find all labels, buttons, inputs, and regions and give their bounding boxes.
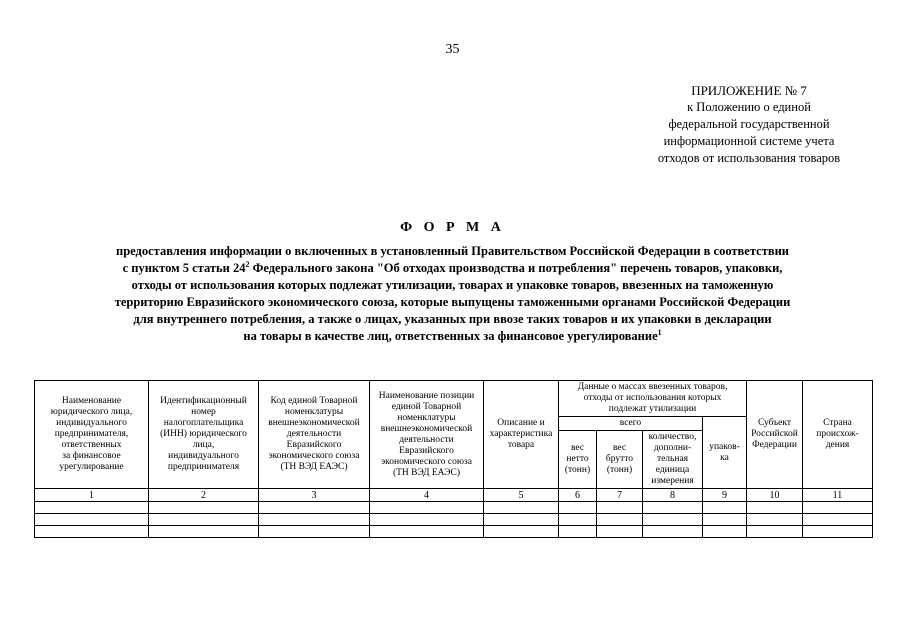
empty-cell[interactable] — [484, 502, 559, 514]
empty-cell[interactable] — [149, 514, 259, 526]
empty-cell[interactable] — [703, 502, 747, 514]
appendix-line: к Положению о единой — [687, 100, 811, 114]
empty-cell[interactable] — [149, 502, 259, 514]
empty-cell[interactable] — [484, 526, 559, 538]
column-number: 9 — [703, 489, 747, 502]
header-c1: Наименование юридического лица, индивидуального предпринимателя, ответственных за финансовое урегулирование — [35, 381, 149, 489]
empty-cell[interactable] — [259, 526, 370, 538]
header-c10: Субъект Российской Федерации — [747, 381, 803, 489]
column-number: 6 — [559, 489, 597, 502]
footnote-mark: 1 — [657, 327, 662, 337]
column-number: 10 — [747, 489, 803, 502]
column-number-row — [35, 489, 873, 502]
header-c7: вес брутто (тонн) — [597, 431, 643, 489]
subtitle-text: на товары в качестве лиц, ответственных за финансовое урегулирование — [243, 329, 658, 343]
empty-cell[interactable] — [559, 514, 597, 526]
empty-cell[interactable] — [643, 526, 703, 538]
empty-cell[interactable] — [35, 514, 149, 526]
empty-cell[interactable] — [803, 514, 873, 526]
column-number: 3 — [259, 489, 370, 502]
subtitle-line — [20, 328, 885, 345]
header-c9: упаков- ка — [703, 417, 747, 489]
form-title: Ф О Р М А — [400, 220, 505, 235]
column-number: 4 — [370, 489, 484, 502]
subtitle-line: предоставления информации о включенных в установленный Правительством Российской Федерации в соответствии — [116, 244, 789, 258]
empty-cell[interactable] — [747, 514, 803, 526]
form-table — [34, 380, 873, 538]
header-c8: количество, дополни- тельная единица измерения — [643, 431, 703, 489]
subtitle-line: для внутреннего потребления, а также о лицах, указанных при ввозе таких товаров и их упаковки в декларации — [133, 312, 772, 326]
subtitle-line: территорию Евразийского экономического союза, которые выпущены таможенными органами Российской Федерации — [114, 295, 791, 309]
appendix-line: информационной системе учета — [663, 134, 835, 148]
subtitle-text: с пунктом 5 статьи 24 — [122, 261, 246, 275]
empty-cell[interactable] — [597, 514, 643, 526]
empty-cell[interactable] — [259, 514, 370, 526]
table-row — [35, 502, 873, 514]
header-total: всего — [559, 417, 703, 431]
appendix-line: отходов от использования товаров — [657, 151, 841, 165]
empty-cell[interactable] — [559, 502, 597, 514]
header-c5: Описание и характеристика товара — [484, 381, 559, 489]
empty-cell[interactable] — [703, 514, 747, 526]
subtitle-text: Федерального закона "Об отходах производства и потребления" перечень товаров, упаковки, — [249, 261, 783, 275]
empty-cell[interactable] — [643, 502, 703, 514]
empty-cell[interactable] — [803, 526, 873, 538]
empty-cell[interactable] — [747, 526, 803, 538]
empty-cell[interactable] — [370, 526, 484, 538]
header-c3: Код единой Товарной номенклатуры внешнеэкономической деятельности Евразийского экономического союза (ТН ВЭД ЕАЭС) — [259, 381, 370, 489]
header-row — [35, 381, 873, 417]
form-subtitle — [20, 243, 885, 345]
appendix-heading: ПРИЛОЖЕНИЕ № 7 — [691, 83, 807, 98]
empty-cell[interactable] — [35, 502, 149, 514]
subtitle-line: отходы от использования которых подлежат утилизации, товарах и упаковке товаров, ввезенных на таможенную — [131, 278, 774, 292]
header-c11: Страна происхож- дения — [803, 381, 873, 489]
empty-cell[interactable] — [484, 514, 559, 526]
column-number: 8 — [643, 489, 703, 502]
header-c2: Идентификационный номер налогоплательщика (ИНН) юридического лица, индивидуального предпринимателя — [149, 381, 259, 489]
table-row — [35, 526, 873, 538]
table-row — [35, 514, 873, 526]
page-number: 35 — [445, 42, 460, 57]
column-number: 7 — [597, 489, 643, 502]
empty-cell[interactable] — [643, 514, 703, 526]
empty-cell[interactable] — [370, 502, 484, 514]
empty-cell[interactable] — [35, 526, 149, 538]
column-number: 1 — [35, 489, 149, 502]
empty-cell[interactable] — [149, 526, 259, 538]
column-number: 11 — [803, 489, 873, 502]
empty-cell[interactable] — [703, 526, 747, 538]
header-c6: вес нетто (тонн) — [559, 431, 597, 489]
appendix-line: федеральной государственной — [668, 117, 830, 131]
empty-cell[interactable] — [747, 502, 803, 514]
header-mass-group: Данные о массах ввезенных товаров, отходы от использования которых подлежат утилизации — [559, 381, 747, 417]
appendix-block — [620, 82, 878, 167]
empty-cell[interactable] — [803, 502, 873, 514]
header-c4: Наименование позиции единой Товарной номенклатуры внешнеэкономической деятельности Евразийского экономического союза (ТН ВЭД ЕАЭС) — [370, 381, 484, 489]
empty-cell[interactable] — [259, 502, 370, 514]
empty-cell[interactable] — [559, 526, 597, 538]
superscript: 2 — [245, 259, 250, 269]
subtitle-line — [20, 260, 885, 277]
column-number: 5 — [484, 489, 559, 502]
empty-cell[interactable] — [370, 514, 484, 526]
empty-cell[interactable] — [597, 502, 643, 514]
empty-cell[interactable] — [597, 526, 643, 538]
column-number: 2 — [149, 489, 259, 502]
